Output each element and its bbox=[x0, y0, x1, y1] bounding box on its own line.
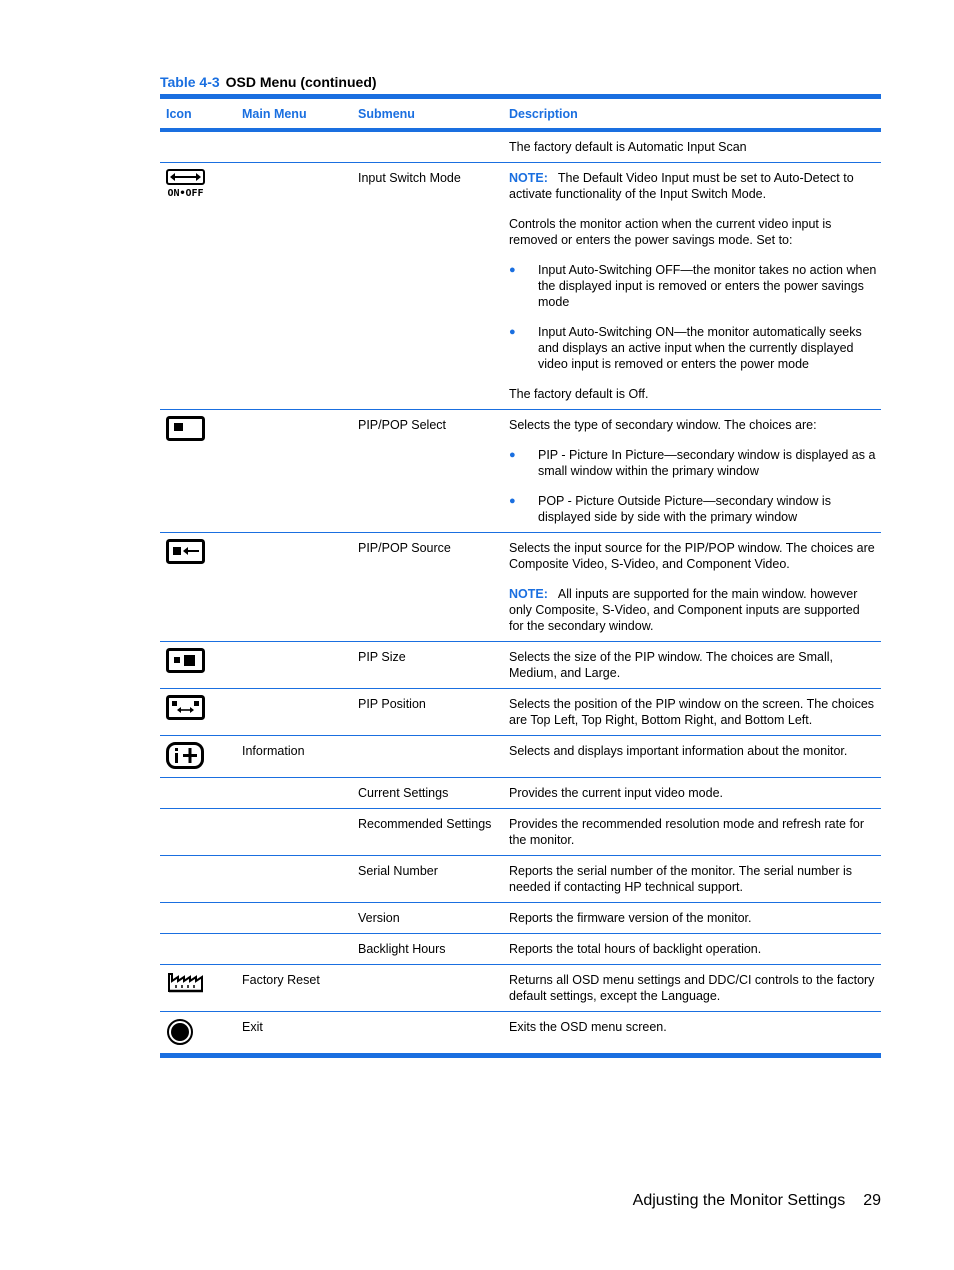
submenu-cell: PIP/POP Select bbox=[358, 418, 447, 432]
description-cell bbox=[504, 736, 881, 777]
table-row bbox=[160, 934, 881, 965]
description-cell bbox=[504, 132, 881, 162]
main-menu-cell bbox=[236, 163, 352, 409]
main-menu-cell bbox=[236, 809, 352, 855]
note-label: NOTE: bbox=[509, 587, 548, 601]
submenu-cell: Backlight Hours bbox=[358, 942, 446, 956]
submenu-cell: Current Settings bbox=[358, 786, 449, 800]
submenu-cell: PIP/POP Source bbox=[358, 541, 451, 555]
note-text: The Default Video Input must be set to Auto-Detect to activate functionality of the Input Switch Mode. bbox=[509, 171, 854, 201]
icon-cell bbox=[160, 809, 236, 855]
description-text: Selects the size of the PIP window. The choices are Small, Medium, and Large. bbox=[509, 650, 834, 680]
table-row bbox=[160, 132, 881, 163]
header-description: Description bbox=[509, 106, 578, 121]
pip-position-icon bbox=[160, 689, 236, 735]
page-number: 29 bbox=[863, 1192, 881, 1209]
page-footer bbox=[633, 1192, 881, 1210]
note bbox=[509, 586, 877, 634]
table-title: OSD Menu (continued) bbox=[225, 74, 377, 90]
main-menu-cell bbox=[236, 903, 352, 933]
submenu-cell: Recommended Settings bbox=[358, 817, 492, 831]
submenu-cell bbox=[352, 736, 504, 777]
pip-select-icon bbox=[160, 410, 236, 532]
submenu-cell: Serial Number bbox=[358, 864, 438, 878]
main-menu-cell bbox=[236, 132, 352, 162]
table-row bbox=[160, 410, 881, 533]
description-text: Selects the position of the PIP window on the screen. The choices are Top Left, Top Right, Bottom Right, and Bottom Left. bbox=[509, 697, 875, 727]
bullet-text: PIP - Picture In Picture—secondary window is displayed as a small window within the primary window bbox=[538, 448, 876, 478]
description-text: The factory default is Off. bbox=[509, 387, 649, 401]
main-menu-cell bbox=[236, 856, 352, 902]
description-text: The factory default is Automatic Input Scan bbox=[509, 140, 747, 154]
description-cell bbox=[504, 903, 881, 933]
table-row bbox=[160, 1012, 881, 1058]
table-row bbox=[160, 778, 881, 809]
icon-cell bbox=[160, 856, 236, 902]
description-text: Reports the serial number of the monitor. The serial number is needed if contacting HP technical support. bbox=[509, 864, 852, 894]
information-icon bbox=[160, 736, 236, 777]
description-text: Reports the total hours of backlight operation. bbox=[509, 942, 762, 956]
table-row bbox=[160, 903, 881, 934]
note-label: NOTE: bbox=[509, 171, 548, 185]
description-text: Selects the input source for the PIP/POP window. The choices are Composite Video, S-Video, and Component Video. bbox=[509, 541, 875, 571]
table-header bbox=[160, 99, 881, 132]
table-row bbox=[160, 163, 881, 410]
bullet-item bbox=[509, 447, 877, 479]
main-menu-cell bbox=[236, 642, 352, 688]
bullet-icon: ● bbox=[509, 449, 516, 461]
submenu-cell bbox=[352, 1012, 504, 1053]
icon-cell bbox=[160, 903, 236, 933]
submenu-cell: Version bbox=[358, 911, 400, 925]
pip-size-icon bbox=[160, 642, 236, 688]
description-cell bbox=[504, 533, 881, 641]
osd-menu-table bbox=[160, 94, 881, 1058]
description-text: Reports the firmware version of the monitor. bbox=[509, 911, 752, 925]
bullet-item bbox=[509, 262, 877, 310]
description-cell bbox=[504, 856, 881, 902]
main-menu-cell bbox=[236, 778, 352, 808]
main-menu-cell: Information bbox=[242, 744, 305, 758]
table-row bbox=[160, 533, 881, 642]
main-menu-cell: Exit bbox=[242, 1020, 263, 1034]
icon-cell bbox=[160, 778, 236, 808]
table-row bbox=[160, 809, 881, 856]
description-cell bbox=[504, 689, 881, 735]
description-cell bbox=[504, 642, 881, 688]
footer-section: Adjusting the Monitor Settings bbox=[632, 1192, 846, 1209]
bullet-item bbox=[509, 324, 877, 372]
description-cell bbox=[504, 778, 881, 808]
icon-cell bbox=[160, 132, 236, 162]
main-menu-cell bbox=[236, 934, 352, 964]
table-row bbox=[160, 642, 881, 689]
header-submenu: Submenu bbox=[358, 106, 415, 121]
table-number: Table 4-3 bbox=[160, 74, 220, 90]
description-cell bbox=[504, 965, 881, 1011]
header-main-menu: Main Menu bbox=[242, 106, 307, 121]
bullet-text: POP - Picture Outside Picture—secondary window is displayed side by side with the primary window bbox=[538, 494, 831, 524]
description-text: Controls the monitor action when the current video input is removed or enters the power savings mode. Set to: bbox=[509, 217, 832, 247]
bullet-icon: ● bbox=[509, 495, 516, 507]
submenu-cell: PIP Size bbox=[358, 650, 406, 664]
on-off-icon bbox=[160, 163, 236, 409]
description-text: Provides the recommended resolution mode and refresh rate for the monitor. bbox=[509, 817, 865, 847]
main-menu-cell bbox=[236, 689, 352, 735]
note-text: All inputs are supported for the main window. however only Composite, S-Video, and Component inputs are supported for the secondary window. bbox=[509, 587, 860, 633]
description-cell bbox=[504, 934, 881, 964]
submenu-cell: PIP Position bbox=[358, 697, 426, 711]
header-icon: Icon bbox=[166, 106, 192, 121]
main-menu-cell bbox=[236, 410, 352, 532]
description-text: Provides the current input video mode. bbox=[509, 786, 724, 800]
description-text: Selects and displays important information about the monitor. bbox=[509, 744, 848, 758]
table-row bbox=[160, 689, 881, 736]
bullet-icon: ● bbox=[509, 326, 516, 338]
submenu-cell bbox=[352, 965, 504, 1011]
main-menu-cell: Factory Reset bbox=[242, 973, 320, 987]
submenu-cell bbox=[352, 132, 504, 162]
table-row bbox=[160, 856, 881, 903]
bullet-item bbox=[509, 493, 877, 525]
table-caption bbox=[160, 74, 377, 90]
description-cell bbox=[504, 1012, 881, 1053]
description-cell bbox=[504, 809, 881, 855]
note bbox=[509, 170, 877, 202]
bullet-text: Input Auto-Switching OFF—the monitor takes no action when the displayed input is removed or enters the power savings mode bbox=[538, 263, 877, 309]
main-menu-cell bbox=[236, 533, 352, 641]
submenu-cell: Input Switch Mode bbox=[358, 171, 461, 185]
description-text: Returns all OSD menu settings and DDC/CI controls to the factory default settings, except the Language. bbox=[509, 973, 875, 1003]
pip-source-icon bbox=[160, 533, 236, 641]
description-cell bbox=[504, 163, 881, 409]
description-cell bbox=[504, 410, 881, 532]
description-text: Selects the type of secondary window. The choices are: bbox=[509, 418, 817, 432]
table-row bbox=[160, 736, 881, 778]
icon-cell bbox=[160, 934, 236, 964]
svg-text:ON•OFF: ON•OFF bbox=[167, 188, 204, 199]
bullet-icon: ● bbox=[509, 264, 516, 276]
exit-icon bbox=[160, 1012, 236, 1053]
bullet-text: Input Auto-Switching ON—the monitor automatically seeks and displays an active input when the currently displayed video input is removed or enters the power mode bbox=[538, 325, 862, 371]
table-row bbox=[160, 965, 881, 1012]
description-text: Exits the OSD menu screen. bbox=[509, 1020, 667, 1034]
factory-reset-icon bbox=[160, 965, 236, 1011]
